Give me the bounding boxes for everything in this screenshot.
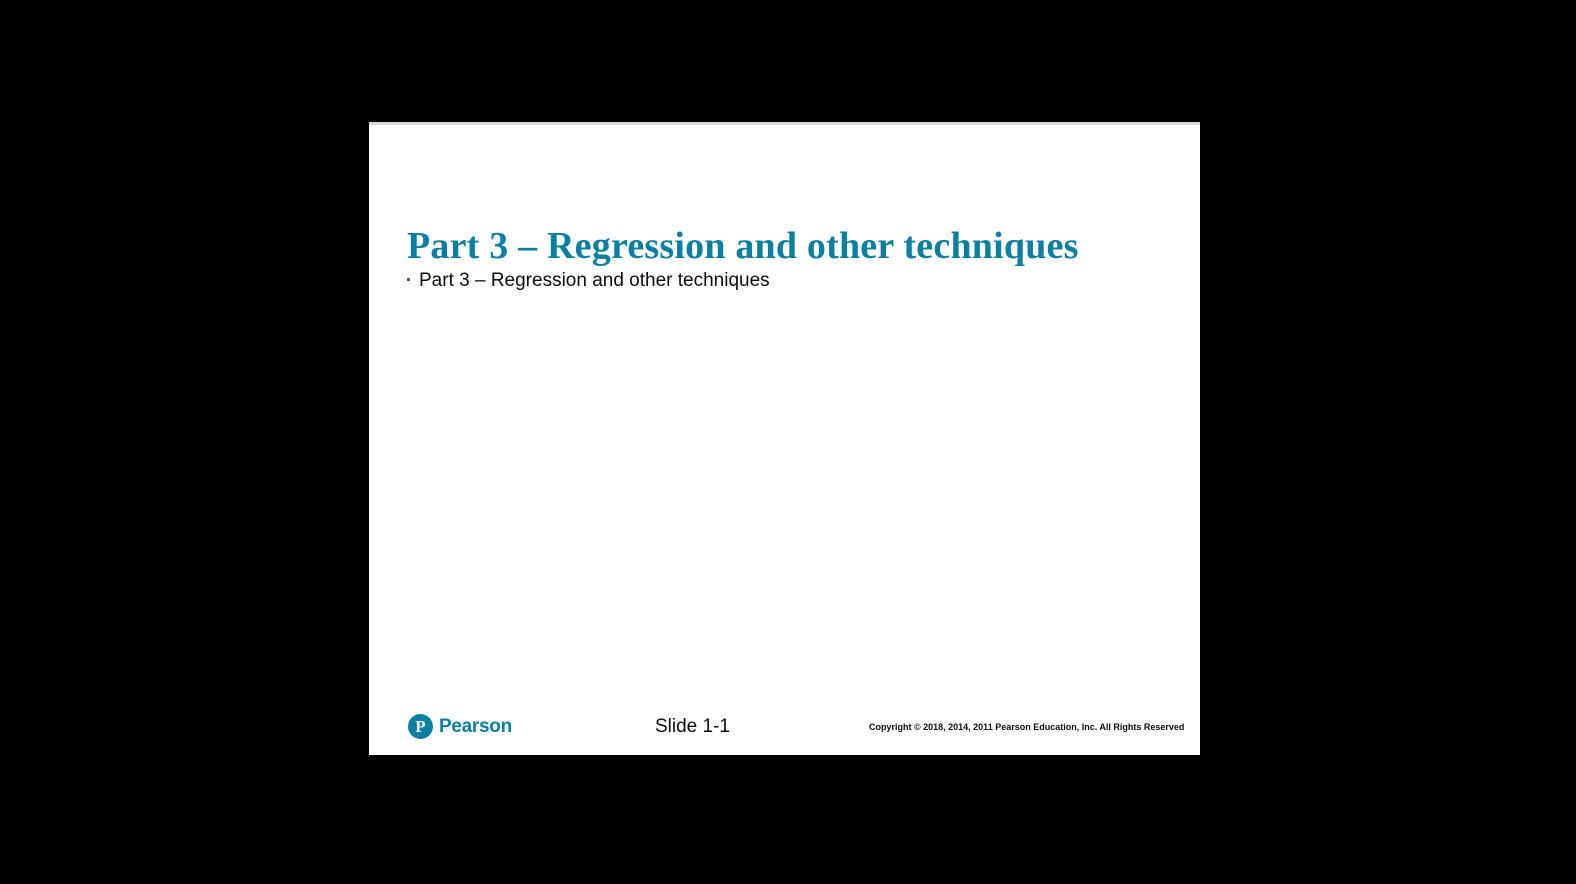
slide-body-list — [405, 268, 1165, 294]
pearson-logo-text: Pearson — [439, 715, 512, 737]
list-item-label: Part 3 – Regression and other techniques — [419, 270, 770, 291]
page-title: Part 3 – Regression and other techniques — [407, 225, 1079, 268]
slide-number: Slide 1-1 — [655, 716, 730, 737]
bullet-icon — [407, 278, 410, 281]
slide-footer — [369, 692, 1200, 755]
copyright-notice: Copyright © 2018, 2014, 2011 Pearson Education, Inc. All Rights Reserved — [869, 722, 1185, 732]
pearson-logo-icon: P — [408, 714, 433, 739]
slide-canvas — [369, 122, 1200, 755]
list-item — [405, 268, 1165, 294]
pearson-logo — [408, 714, 512, 739]
slide-top-rule — [369, 122, 1200, 125]
